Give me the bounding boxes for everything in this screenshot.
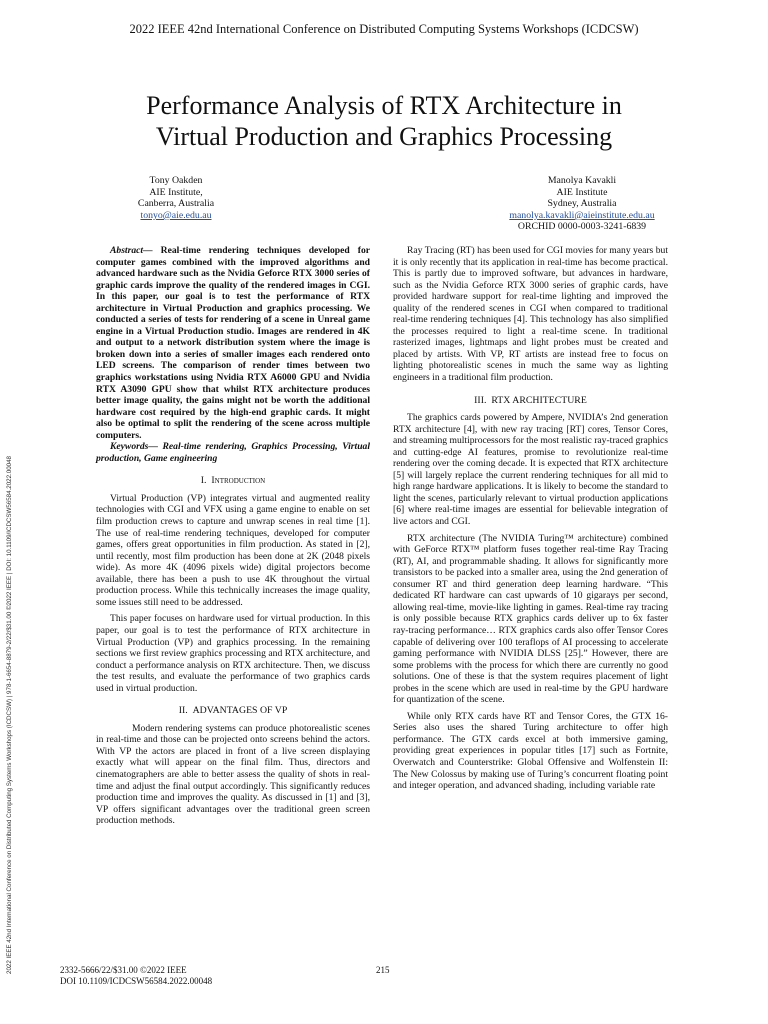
- paragraph-intro-1: Virtual Production (VP) integrates virtual and augmented reality technologies with CGI and VFX using a game engine to enable on set film production crews to capture and unwrap scenes in real time [1]. The use of real-time rendering techniques, developed for computer games, offers great opportunities in film production. As stated in [2], until recently, most film production has been done at 2K (2048 pixels wide). As more 4K (4096 pixels wide) digital projectors become available, there has been a push to use 4K throughout the virtual production process. While this technically increases the image quality, some issues still need to be addressed.: [96, 492, 370, 608]
- left-column: [96, 245, 370, 827]
- abstract: [96, 245, 370, 441]
- section-heading-advantages: [96, 705, 370, 717]
- abstract-text: Real-time rendering techniques developed for computer games combined with the improved algorithms and advanced hardware such as the Nvidia Geforce RTX 3000 series of graphic cards improve the quality of the rendered images in CGI. In this paper, our goal is to test the performance of RTX architecture in Virtual Production and graphics processing. We conducted a series of tests for rendering of a scene in Unreal game engine in a Virtual Production studio. Images are rendered in 4K and output to a network distribution system where the image is broken down into a series of smaller images each rendered onto LED screens. The comparison of render times between two graphics workstations using Nvidia RTX A6000 GPU and Nvidia RTX A3090 GPU show that whilst RTX architecture produces better image quality, the gains might not be worth the additional hardware cost required by the high-end graphic cards. It might also be optimal to split the rendering of the scene across multiple computers.: [96, 245, 370, 441]
- paper-title: [60, 90, 708, 152]
- author-orcid: ORCHID 0000-0003-3241-6839: [517, 221, 647, 233]
- author-name: Tony Oakden: [149, 175, 203, 186]
- conference-header: 2022 IEEE 42nd International Conference on Distributed Computing Systems Workshops (ICDCSW): [129, 22, 639, 36]
- paragraph-rtx-1: The graphics cards powered by Ampere, NVIDIA’s 2nd generation RTX architecture [4], with new ray tracing [RT] cores, Tensor Cores, and streaming multiprocessors for the most realistic ray-traced graphics and cutting-edge AI features, promise to revolutionize real-time rendering over the coming decade. It is expected that RTX architecture [5] will largely replace the current rendering techniques for all mid to high range hardware applications. It is likely to become the standard to light the scenes, particularly relevant to virtual production applications [6] where real-time images are essential for believable integration of live actors and CGI.: [393, 412, 668, 528]
- paragraph-rtx-3: While only RTX cards have RT and Tensor Cores, the GTX 16-Series also uses the shared Turing architecture to offer high performance. The GTX cards excel at both immersive gaming, providing great experiences in popular titles [17] such as Fortnite, Overwatch and Counterstrike: Global Offensive and Wolfenstein II: The New Colossus by making use of Turing’s concurrent floating point and integer operation, and advanced shading, including variable rate: [393, 710, 668, 792]
- keywords: [96, 441, 370, 464]
- section-number: III.: [474, 394, 487, 406]
- author-location: Canberra, Australia: [137, 198, 215, 210]
- paragraph-rtx-2: RTX architecture (The NVIDIA Turing™ architecture) combined with GeForce RTX™ platform fuses together real-time Ray Tracing (RT), AI, and programmable shading. It allows for significantly more transistors to be packed into a smaller area, using the 2nd generation of consumer RT and third generation deep learning hardware. “This dedicated RT hardware can cast upwards of 10 gigarays per second, allowing real-time, movie-like lighting in games. Real-time ray tracing is only possible because RTX graphics cards deliver up to 6x faster ray-tracing performance… RTX graphics cards also offer Tensor Cores capable of delivering over 100 teraflops of AI processing to accelerate gaming performance with NVIDIA DLSS [25].” However, there are some problems with the process for which there are currently no good solutions. One of these is that the system requires placement of light probes in the scene which are used in real-time by the GPU hardware for quantization of the scene.: [393, 532, 668, 706]
- author-name: Manolya Kavakli: [547, 175, 617, 186]
- author-location: Sydney, Australia: [547, 198, 617, 210]
- section-heading-rtx: [393, 395, 668, 407]
- keywords-text: Real-time rendering, Graphics Processing, Virtual production, Game engineering: [96, 441, 370, 464]
- footer-doi: DOI 10.1109/ICDCSW56584.2022.00048: [60, 976, 213, 986]
- footer-copyright: [60, 965, 212, 987]
- paragraph-ray-tracing: Ray Tracing (RT) has been used for CGI movies for many years but it is only recently that its application in real-time has become practical. This is partly due to improved software, but advances in hardware, such as the Nvidia Geforce RTX 3000 series of graphic cards, have provided hardware support for real-time lighting and improved the quality of the rendered scenes in CGI when compared to traditional real-time rendering techniques [4]. This technology has also simplified the processes required to light a real-time scene. In traditional rasterized images, lightmaps and light probes must be created and placed by artists. With VP, RT artists are instead free to focus on lighting photorealistic scenes in much the same way as lighting engineers in a traditional film production.: [393, 245, 668, 384]
- section-number: I.: [200, 475, 207, 487]
- section-title: ADVANTAGES OF VP: [192, 705, 288, 717]
- side-metadata-strip: 2022 IEEE 42nd International Conference on Distributed Computing Systems Workshops (ICDCSW) | 978-1-6654-8879-2/22/$31.00 ©2022 IEEE | DOI: 10.1109/ICDCSW56584.2022.00048: [6, 456, 13, 974]
- section-title: RTX ARCHITECTURE: [491, 394, 587, 406]
- author-affiliation: AIE Institute: [556, 186, 608, 198]
- abstract-lead: Abstract—: [110, 245, 153, 256]
- section-title: Introduction: [211, 475, 266, 487]
- author-block-2: [462, 175, 702, 233]
- keywords-lead: Keywords—: [110, 441, 158, 453]
- paragraph-advantages-1: Modern rendering systems can produce photorealistic scenes in real-time and those can be projected onto screens behind the actors. With VP the actors are placed in front of a live screen displaying exactly what will appear on the final film. Thus, directors and cinematographers are able to better assess the quality of shots in real-time and adjust the final output accordingly. This significantly reduces production time and improves the quality. As discussed in [1] and [3], VP offers significant advantages over the traditional green screen production methods.: [96, 722, 370, 827]
- page-number: 215: [376, 965, 390, 975]
- section-number: II.: [178, 705, 188, 717]
- footer-issn: 2332-5666/22/$31.00 ©2022 IEEE: [60, 965, 187, 975]
- author-email-link[interactable]: manolya.kavakli@aieinstitute.edu.au: [509, 209, 655, 221]
- title-line-2: Virtual Production and Graphics Processing: [155, 122, 613, 151]
- right-column: [393, 245, 668, 792]
- section-heading-introduction: [96, 475, 370, 487]
- paragraph-intro-2: This paper focuses on hardware used for virtual production. In this paper, our goal is to test the performance of RTX architecture in Virtual Production (VP) and graphics processing. In the remaining sections we first review graphics processing and RTX architecture, and conduct a performance analysis on RTX architecture. Then, we discuss the test results, and evaluate the performance of two graphics cards used in virtual production.: [96, 613, 370, 694]
- author-email-link[interactable]: tonyo@aie.edu.au: [140, 209, 212, 221]
- author-block-1: [56, 175, 296, 221]
- author-affiliation: AIE Institute,: [149, 186, 203, 198]
- title-line-1: Performance Analysis of RTX Architecture in: [146, 91, 622, 120]
